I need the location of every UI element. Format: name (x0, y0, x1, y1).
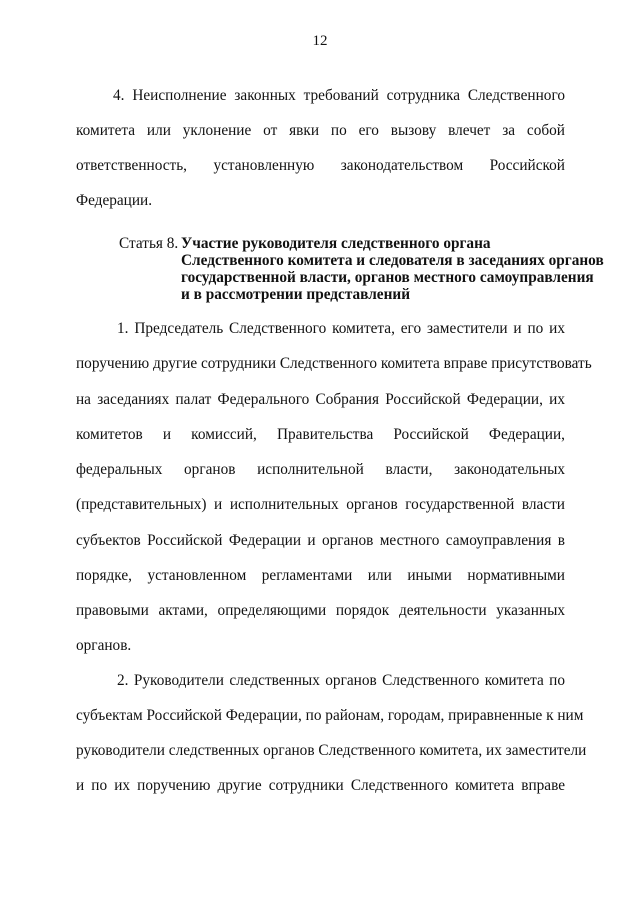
text-line: 1. Председатель Следственного комитета, его заместители и по их (117, 320, 565, 337)
text-line: федеральных органов исполнительной власти, законодательных (76, 461, 565, 478)
text-line: Федерации. (76, 192, 153, 209)
text-line: и по их поручению другие сотрудники Следственного комитета вправе (76, 777, 565, 794)
text-line: ответственность, установленную законодательством Российской (76, 157, 565, 174)
article-title-line: Участие руководителя следственного органа (181, 235, 491, 252)
article-title-line: государственной власти, органов местного самоуправления (181, 269, 594, 286)
text-line: субъектов Российской Федерации и органов местного самоуправления в (76, 532, 565, 549)
article-title-line: Следственного комитета и следователя в заседаниях органов (181, 252, 604, 269)
text-line: правовыми актами, определяющими порядок деятельности указанных (76, 602, 565, 619)
text-line: комитетов и комиссий, Правительства Российской Федерации, (76, 426, 565, 443)
text-line: (представительных) и исполнительных органов государственной власти (76, 496, 565, 513)
page-number: 12 (312, 33, 328, 49)
article-title (181, 235, 604, 303)
text-line: субъектам Российской Федерации, по районам, городам, приравненные к ним (76, 707, 584, 724)
text-line: 2. Руководители следственных органов Следственного комитета по (117, 672, 565, 689)
text-line: руководители следственных органов Следственного комитета, их заместители (76, 742, 587, 759)
text-line: поручению другие сотрудники Следственного комитета вправе присутствовать (76, 355, 592, 372)
text-line: комитета или уклонение от явки по его вызову влечет за собой (76, 122, 565, 139)
text-line: органов. (76, 637, 132, 654)
text-line: на заседаниях палат Федерального Собрания Российской Федерации, их (76, 391, 565, 408)
article-label: Статья 8. (119, 235, 179, 252)
text-line: порядке, установленном регламентами или иными нормативными (76, 567, 565, 584)
article-title-line: и в рассмотрении представлений (181, 286, 411, 303)
text-line: 4. Неисполнение законных требований сотрудника Следственного (113, 87, 565, 104)
